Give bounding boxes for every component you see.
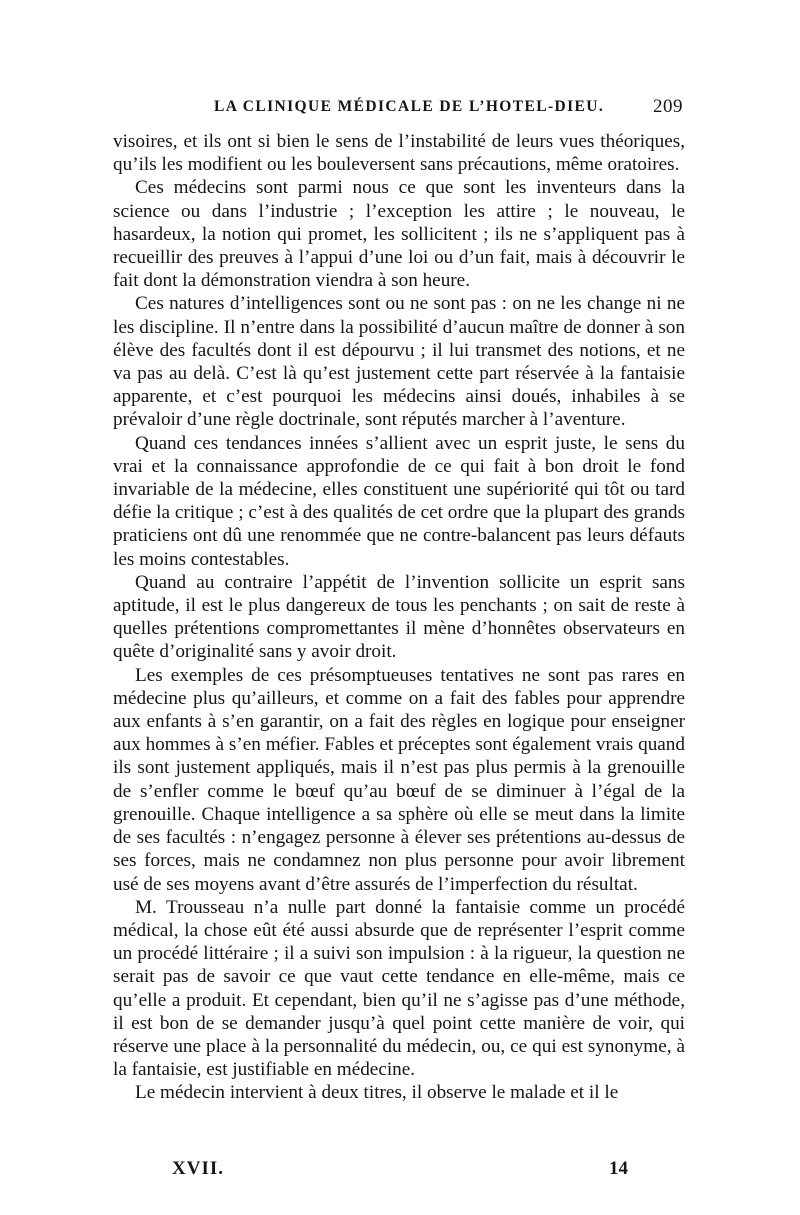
paragraph: M. Trousseau n’a nulle part donné la fantaisie comme un procédé médical, la chose eût été aussi absurde que de représenter l’esprit comme un procédé littéraire ; il a suivi son impulsion : à la rigueur, la question ne serait pas de savoir ce que vaut cette tendance en elle-même, mais ce qu’elle a produit. Et cependant, bien qu’il ne s’agisse pas d’une méthode, il est bon de se demander jusqu’à quel point cette manière de voir, qui réserve une place à la personnalité du médecin, ou, ce qui est synonyme, à la fantaisie, est justifiable en médecine. <box>113 896 685 1081</box>
paragraph: Ces natures d’intelligences sont ou ne sont pas : on ne les change ni ne les discipline. Il n’entre dans la possibilité d’aucun maître de donner à son élève des facultés dont il est dépourvu ; il lui transmet des notions, et ne va pas au delà. C’est là qu’est justement cette part réservée à la fantaisie apparente, et c’est pourquoi les médecins ainsi doués, inhabiles à se prévaloir d’une règle doctrinale, sont réputés marcher à l’aventure. <box>113 293 685 431</box>
paragraph: Ces médecins sont parmi nous ce que sont les inventeurs dans la science ou dans l’industrie ; l’exception les attire ; le nouveau, le hasardeux, la notion qui promet, les sollicitent ; ils ne s’appliquent pas à recueillir des preuves à l’appui d’une loi ou d’un fait, mais à découvrir le fait dont la démonstration viendra à son heure. <box>113 177 685 292</box>
paragraph-continued: visoires, et ils ont si bien le sens de l’instabilité de leurs vues théoriques, qu’ils les modifient ou les bouleversent sans précautions, même oratoires. <box>113 131 685 176</box>
paragraph: Quand ces tendances innées s’allient avec un esprit juste, le sens du vrai et la connaissance approfondie de ce qui fait à bon droit le fond invariable de la médecine, elles constituent une supériorité qui tôt ou tard défie la critique ; c’est à des qualités de cet ordre que la plupart des grands praticiens ont dû une renommée que ne contre-balancent pas leurs défauts les moins contestables. <box>113 432 685 570</box>
book-page <box>113 98 685 1105</box>
signature-mark: XVII. <box>172 1158 224 1179</box>
page-footer <box>172 1158 628 1184</box>
running-head <box>113 98 685 126</box>
paragraph-final: Le médecin intervient à deux titres, il observe le malade et il le <box>135 1082 619 1104</box>
sheet-number: 14 <box>609 1158 628 1179</box>
running-title: LA CLINIQUE MÉDICALE DE L’HOTEL-DIEU. <box>214 98 605 115</box>
paragraph: Quand au contraire l’appétit de l’invention sollicite un esprit sans aptitude, il est le plus dangereux de tous les penchants ; on sait de reste à quelles prétentions compromettantes il mène d’honnêtes observateurs en quête d’originalité sans y avoir droit. <box>113 571 685 663</box>
body-text <box>113 130 685 1105</box>
page-number: 209 <box>653 96 683 117</box>
paragraph: Les exemples de ces présomptueuses tentatives ne sont pas rares en médecine plus qu’ailleurs, et comme on a fait des fables pour apprendre aux enfants à s’en garantir, on a fait des règles en logique pour enseigner aux hommes à s’en méfier. Fables et préceptes sont également vrais quand ils sont justement appliqués, mais il n’est pas plus permis à la grenouille de s’enfler comme le bœuf qu’au bœuf de se diminuer à l’égal de la grenouille. Chaque intelligence a sa sphère où elle se meut dans la limite de ses facultés : n’engagez personne à élever ses prétentions au-dessus de ses forces, mais ne condamnez non plus personne pour avoir librement usé de ses moyens avant d’être assurés de l’imperfection du résultat. <box>113 664 685 895</box>
